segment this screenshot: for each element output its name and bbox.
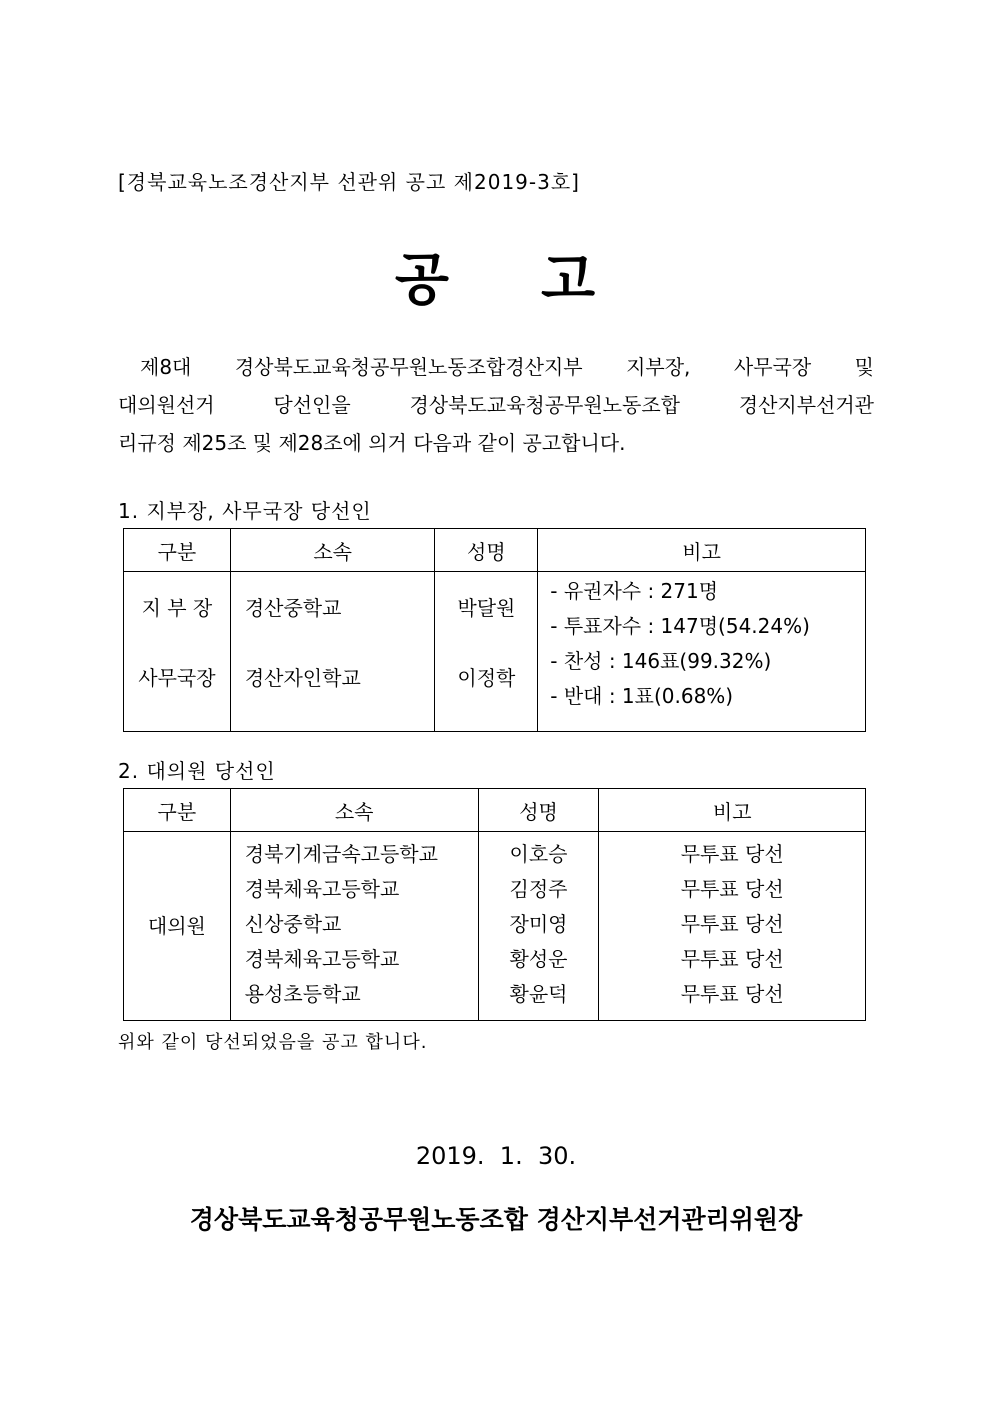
column-header-affiliation: 소속	[230, 529, 435, 572]
remarks-cell	[599, 832, 866, 1021]
branch-officers-table	[123, 528, 866, 732]
remark-votes-against: - 반대 : 1표(0.68%)	[550, 684, 734, 708]
name-cell	[478, 832, 599, 1021]
name-cell	[435, 572, 538, 732]
table-row	[124, 832, 866, 1021]
table-header-row	[124, 529, 866, 572]
list-item: 무투표 당선	[680, 947, 784, 971]
list-item: 이호승	[509, 842, 568, 866]
remark-turnout: - 투표자수 : 147명(54.24%)	[550, 614, 810, 638]
column-header-remarks: 비고	[599, 789, 866, 832]
table-row	[124, 572, 866, 732]
list-item: 무투표 당선	[680, 912, 784, 936]
remarks-cell	[538, 572, 866, 732]
column-header-name: 성명	[478, 789, 599, 832]
notice-number: [경북교육노조경산지부 선관위 공고 제2019-3호]	[118, 170, 580, 194]
remark-votes-for: - 찬성 : 146표(99.32%)	[550, 649, 772, 673]
list-item: 김정주	[509, 877, 568, 901]
closing-statement: 위와 같이 당선되었음을 공고 합니다.	[118, 1032, 428, 1053]
list-item: 신상중학교	[244, 912, 342, 936]
column-header-name: 성명	[435, 529, 538, 572]
list-item: 황성운	[509, 947, 568, 971]
body-line-3: 리규정 제25조 및 제28조에 의거 다음과 같이 공고합니다.	[118, 431, 626, 455]
list-item: 경북기계금속고등학교	[244, 842, 438, 866]
section-2-heading: 2. 대의원 당선인	[118, 759, 276, 783]
category-branch-chief: 지 부 장	[141, 596, 213, 620]
list-item: 경북체육고등학교	[244, 877, 400, 901]
column-header-category: 구분	[124, 789, 231, 832]
name-secretary-general: 이정학	[457, 666, 516, 690]
name-branch-chief: 박달원	[457, 596, 516, 620]
affiliation-cell	[230, 832, 478, 1021]
title-part-1: 공	[394, 248, 451, 313]
list-item: 경북체육고등학교	[244, 947, 400, 971]
column-header-remarks: 비고	[538, 529, 866, 572]
title-part-2: 고	[541, 248, 598, 313]
section-1-heading: 1. 지부장, 사무국장 당선인	[118, 499, 372, 523]
body-line-2: 대의원선거 당선인을 경상북도교육청공무원노동조합 경산지부선거관	[118, 393, 874, 417]
remark-eligible-voters: - 유권자수 : 271명	[550, 579, 719, 603]
body-line-1: 제8대 경상북도교육청공무원노동조합경산지부 지부장, 사무국장 및	[140, 355, 874, 379]
category-cell: 대의원	[124, 832, 231, 1021]
category-secretary-general: 사무국장	[138, 666, 216, 690]
list-item: 무투표 당선	[680, 842, 784, 866]
list-item: 용성초등학교	[244, 982, 361, 1006]
affiliation-branch-chief: 경산중학교	[244, 596, 342, 620]
list-item: 무투표 당선	[680, 982, 784, 1006]
column-header-affiliation: 소속	[230, 789, 478, 832]
list-item: 장미영	[509, 912, 568, 936]
delegates-table	[123, 788, 866, 1021]
announcement-date: 2019. 1. 30.	[415, 1142, 577, 1170]
list-item: 황윤덕	[509, 982, 568, 1006]
body-paragraph	[118, 348, 874, 462]
page-title	[0, 236, 992, 316]
list-item: 무투표 당선	[680, 877, 784, 901]
affiliation-secretary-general: 경산자인학교	[244, 666, 361, 690]
category-cell	[124, 572, 231, 732]
table-header-row	[124, 789, 866, 832]
signer-title: 경상북도교육청공무원노동조합 경산지부선거관리위원장	[189, 1205, 803, 1234]
affiliation-cell	[230, 572, 435, 732]
column-header-category: 구분	[124, 529, 231, 572]
